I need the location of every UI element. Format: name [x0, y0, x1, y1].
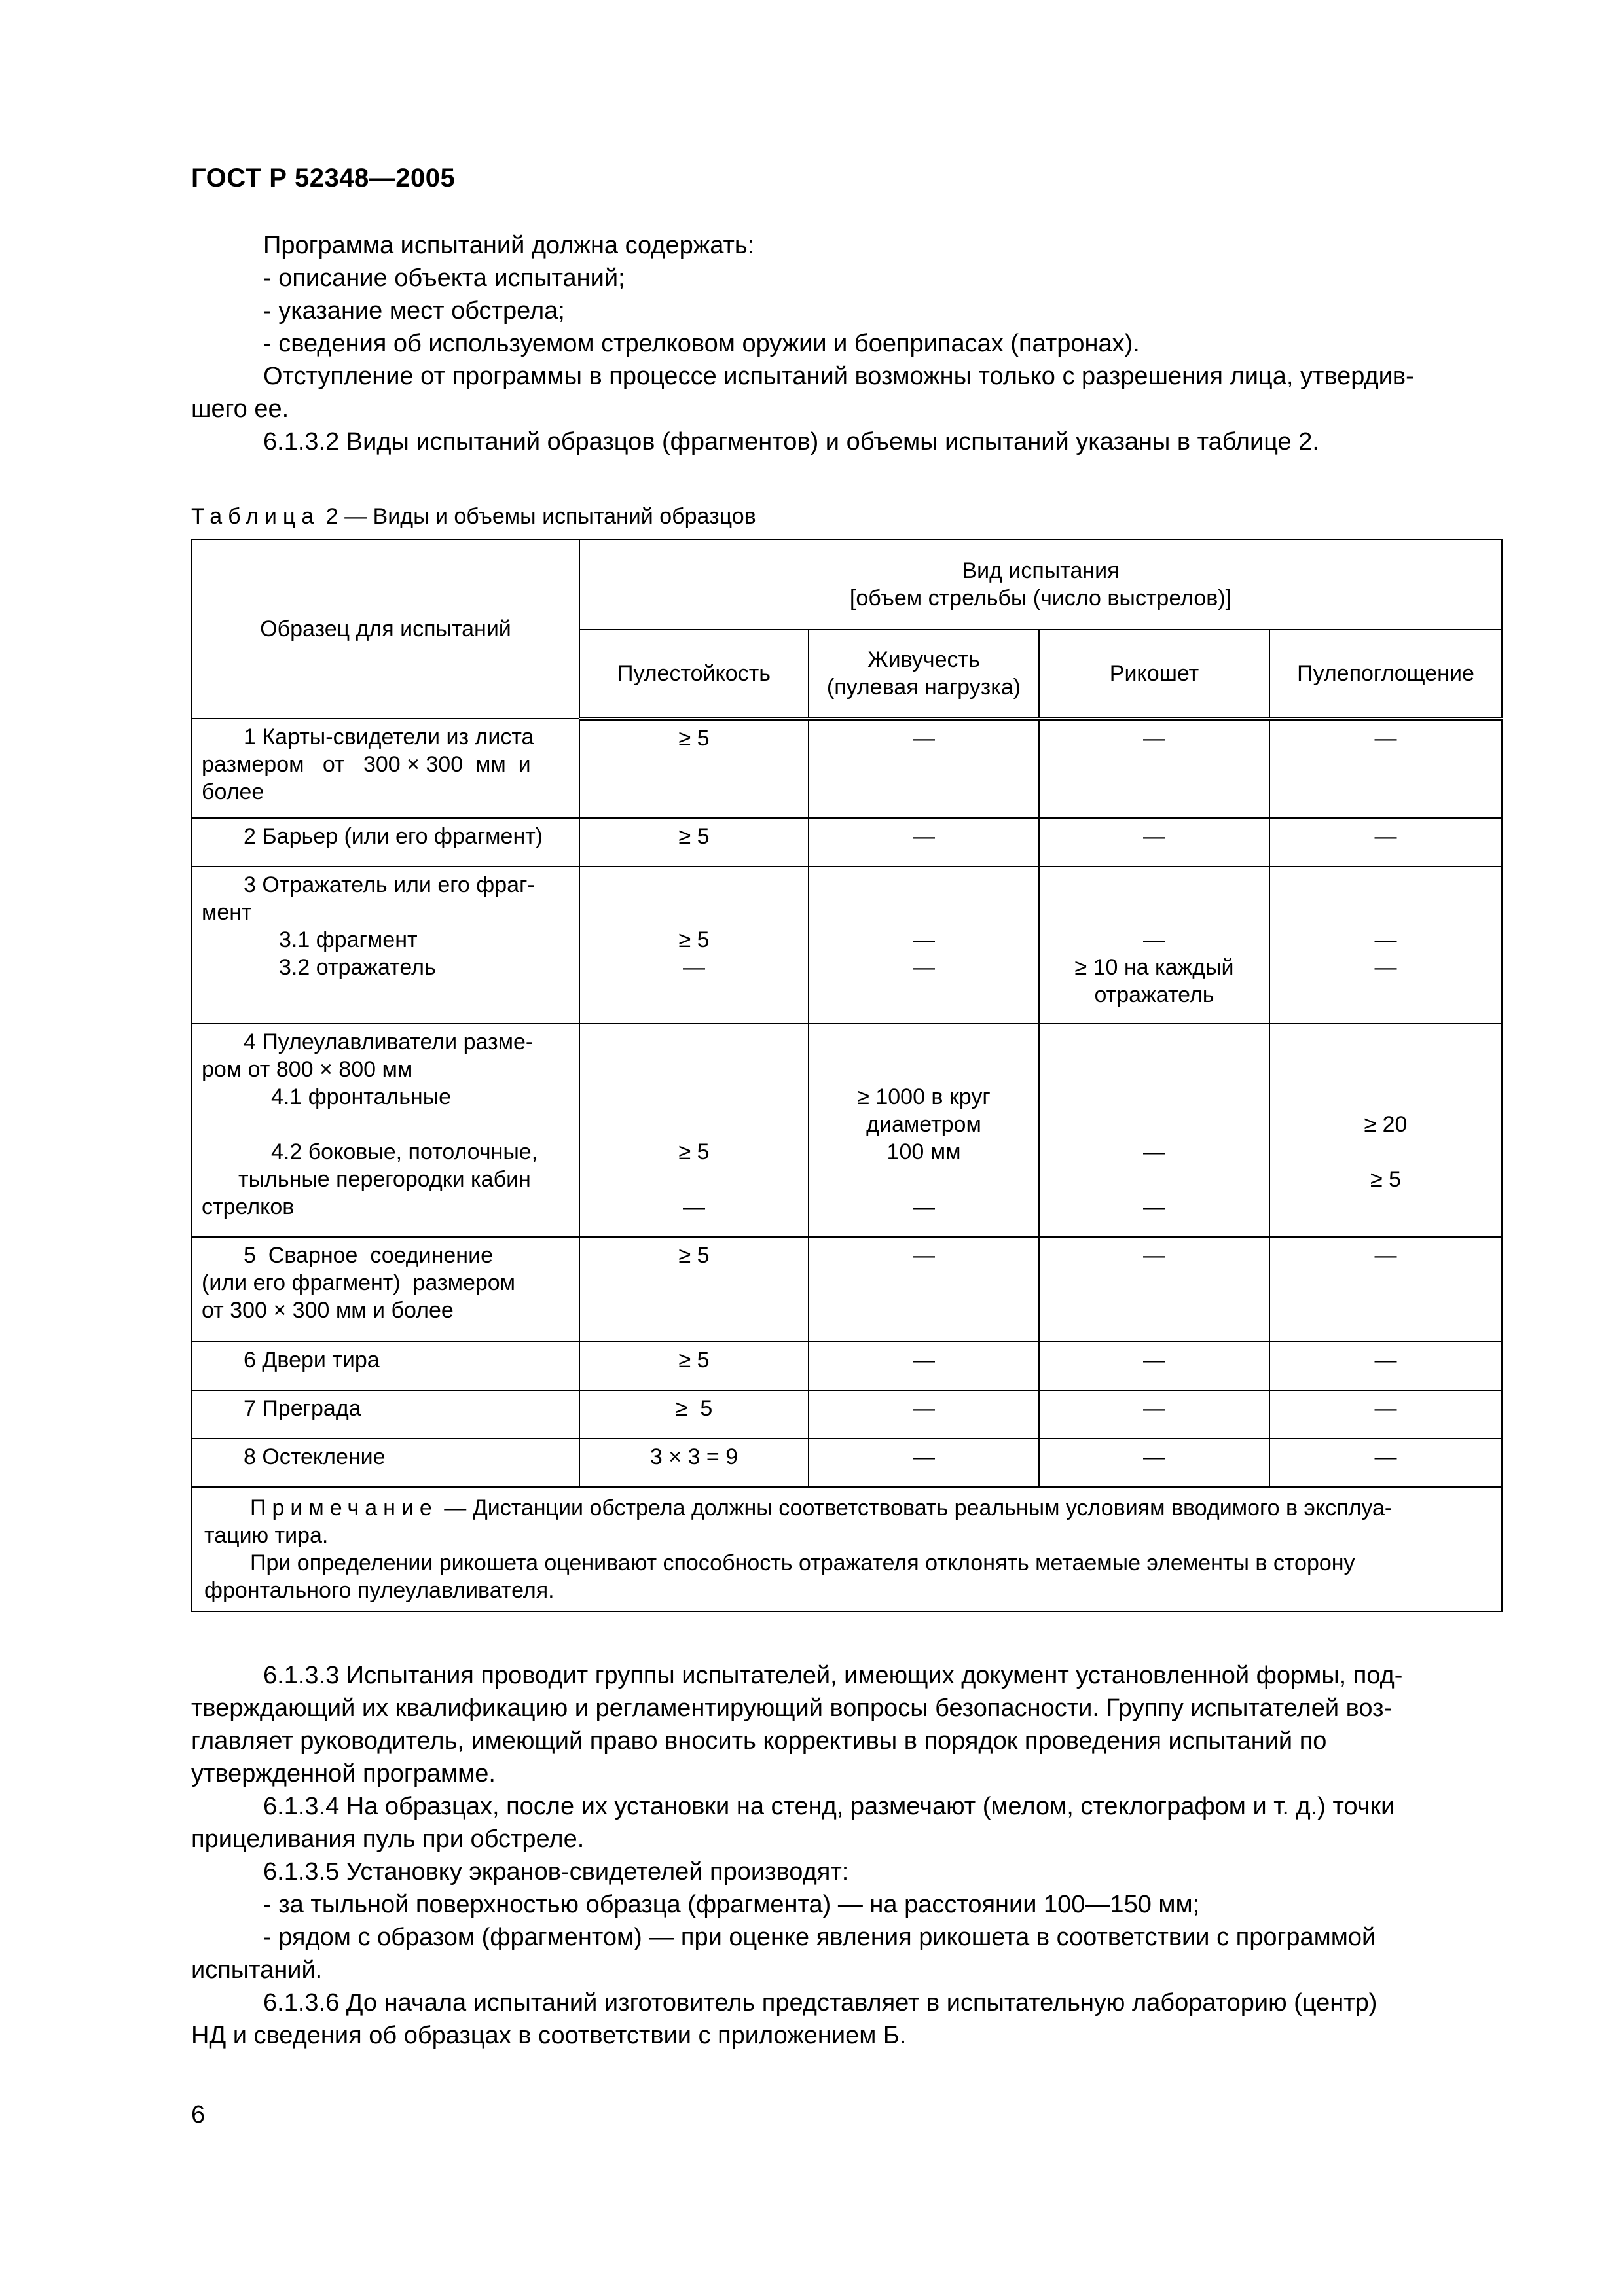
table-caption [191, 504, 756, 529]
header-col-absorption: Пулепоглощение [1269, 630, 1502, 719]
after-table-section [191, 1659, 1501, 2052]
table-row: 5 Сварное соединение (или его фрагмент) размером от 300 × 300 мм и более ≥ 5 — — — [192, 1237, 1502, 1342]
header-col-bullet-resistance: Пулестойкость [579, 630, 809, 719]
clause-6-1-3-3-cont: тверждающий их квалификацию и регламентирующий вопросы безопасности. Группу испытателей воз- [191, 1695, 1393, 1722]
clause-6-1-3-2: 6.1.3.2 Виды испытаний образцов (фрагментов) и объемы испытаний указаны в таблице 2. [263, 428, 1319, 456]
list-item: - рядом с образом (фрагментом) — при оценке явления рикошета в соответствии с программой [191, 1921, 1501, 1954]
intro-section [191, 229, 1501, 458]
deviation-line: Отступление от программы в процессе испытаний возможны только с разрешения лица, утвердив- [263, 363, 1414, 390]
header-sample: Образец для испытаний [192, 539, 579, 719]
table-caption-text: 2 — Виды и объемы испытаний образцов [319, 504, 756, 529]
page-number: 6 [191, 2101, 206, 2128]
clause-6-1-3-4-cont: прицеливания пуль при обстреле. [191, 1825, 585, 1853]
table-row: 3 Отражатель или его фраг- мент 3.1 фрагмент 3.2 отражатель ≥ 5 — — — — ≥ 10 на каждый отражатель — — [192, 867, 1502, 1024]
table-caption-word: Таблица [191, 504, 320, 529]
clause-6-1-3-4: 6.1.3.4 На образцах, после их установки на стенд, размечают (мелом, стеклографом и т. д.) точки [263, 1793, 1395, 1820]
clause-6-1-3-3-cont: утвержденной программе. [191, 1760, 496, 1787]
list-item-cont: испытаний. [191, 1956, 323, 1984]
table-row: 6 Двери тира ≥ 5 — — — [192, 1342, 1502, 1390]
table-row: 8 Остекление 3 × 3 = 9 — — — [192, 1439, 1502, 1487]
table-row: 4 Пулеулавливатели разме- ром от 800 × 800 мм 4.1 фронтальные 4.2 боковые, потолочные, тыльные перегородки кабин стрелков ≥ 5 — ≥ 1000 в круг диаметром 100 мм — — — ≥ 20 ≥ 5 [192, 1024, 1502, 1237]
header-test-type: Вид испытания [объем стрельбы (число выстрелов)] [579, 539, 1502, 630]
clause-6-1-3-6: 6.1.3.6 До начала испытаний изготовитель представляет в испытательную лабораторию (центр) [263, 1989, 1377, 2017]
table-note: Примечание — Дистанции обстрела должны соответствовать реальным условиям вводимого в эксплуа- тацию тира. При определении рикошета оценивают способность отражателя отклонять метаемые элементы в сторону фронтального пулеулавливателя. [192, 1487, 1502, 1611]
list-item: - за тыльной поверхностью образца (фрагмента) — на расстоянии 100—150 мм; [191, 1888, 1501, 1921]
note-word: Примечание [250, 1496, 438, 1520]
table-row: 1 Карты-свидетели из листа размером от 300 × 300 мм и более ≥ 5 — — — [192, 719, 1502, 818]
intro-item: - указание мест обстрела; [191, 295, 1501, 327]
intro-item: - сведения об используемом стрелковом оружии и боеприпасах (патронах). [191, 327, 1501, 360]
table-row: 7 Преграда ≥ 5 — — — [192, 1390, 1502, 1439]
clause-6-1-3-3: 6.1.3.3 Испытания проводит группы испытателей, имеющих документ установленной формы, под- [263, 1662, 1403, 1689]
header-col-ricochet: Рикошет [1039, 630, 1269, 719]
clause-6-1-3-6-cont: НД и сведения об образцах в соответствии с приложением Б. [191, 2022, 907, 2049]
table-note-row [192, 1487, 1502, 1611]
tests-table [191, 539, 1503, 1612]
deviation-line: шего ее. [191, 395, 289, 423]
table-row: 2 Барьер (или его фрагмент) ≥ 5 — — — [192, 818, 1502, 867]
header-col-survivability: Живучесть (пулевая нагрузка) [809, 630, 1039, 719]
clause-6-1-3-5: 6.1.3.5 Установку экранов-свидетелей производят: [263, 1858, 849, 1886]
intro-lead: Программа испытаний должна содержать: [263, 232, 755, 259]
clause-6-1-3-3-cont: главляет руководитель, имеющий право вносить коррективы в порядок проведения испытаний по [191, 1727, 1327, 1755]
intro-item: - описание объекта испытаний; [191, 262, 1501, 295]
document-header: ГОСТ Р 52348—2005 [191, 164, 456, 192]
